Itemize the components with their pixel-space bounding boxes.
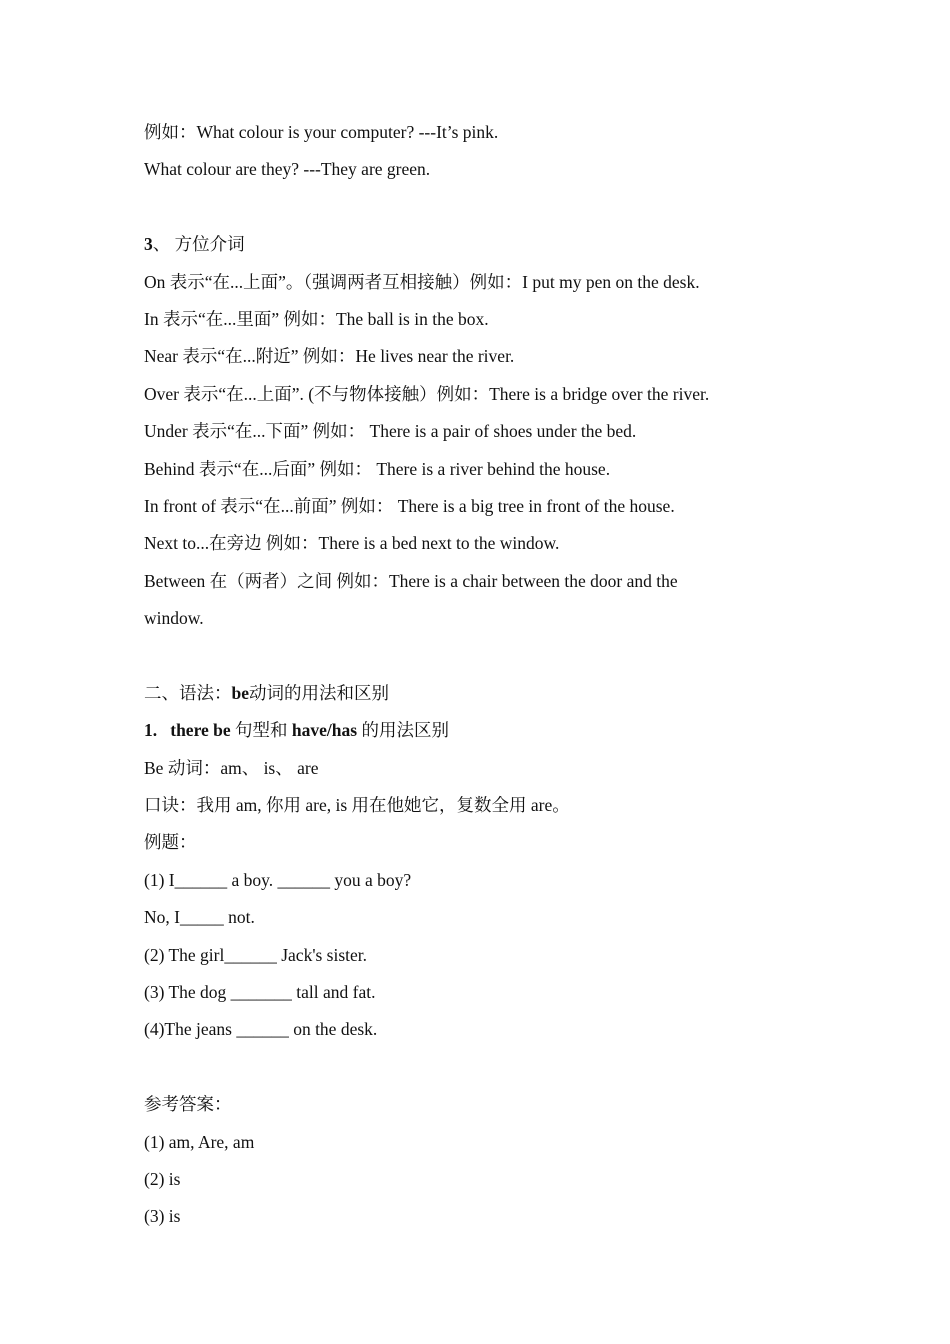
answers-label: 参考答案：	[144, 1094, 232, 1115]
section-3-title: 、 方位介词	[152, 234, 245, 255]
exercise-label: 例题：	[144, 832, 197, 853]
answer-3: (3) is	[144, 1206, 181, 1227]
spacer	[144, 637, 824, 674]
exercise-1-continued: No, I_____ not.	[144, 907, 255, 928]
preposition-under: Under 表示“在...下面” 例如： There is a pair of shoes under the bed.	[144, 421, 637, 442]
grammar-subheading-there-be: there be	[170, 720, 231, 741]
answer-2: (2) is	[144, 1168, 181, 1189]
grammar-subheading-mid: 句型和	[235, 720, 288, 741]
preposition-between-continued: window.	[144, 608, 204, 629]
exercise-4: (4)The jeans ______ on the desk.	[144, 1019, 378, 1040]
be-verbs-line: Be 动词：am、 is、 are	[144, 757, 319, 778]
grammar-heading-prefix: 二、语法：	[144, 682, 232, 703]
preposition-behind: Behind 表示“在...后面” 例如： There is a river behind the house.	[144, 458, 611, 479]
preposition-in-front-of: In front of 表示“在...前面” 例如： There is a big tree in front of the house.	[144, 495, 675, 516]
preposition-next-to: Next to...在旁边 例如：There is a bed next to the window.	[144, 533, 560, 554]
mnemonic-line: 口诀：我用 am, 你用 are, is 用在他她它，复数全用 are。	[144, 795, 570, 816]
grammar-heading-be: be	[231, 682, 249, 703]
example-colour-line-1: 例如：What colour is your computer? ---It’s pink.	[144, 122, 499, 142]
preposition-over: Over 表示“在...上面”. (不与物体接触）例如：There is a bridge over the river.	[144, 383, 710, 404]
grammar-heading-suffix: 动词的用法和区别	[249, 682, 389, 703]
exercise-3: (3) The dog _______ tall and fat.	[144, 981, 376, 1002]
exercise-2: (2) The girl______ Jack's sister.	[144, 944, 368, 965]
spacer	[144, 189, 824, 226]
example-colour-line-2: What colour are they? ---They are green.	[144, 159, 431, 180]
exercise-1: (1) I______ a boy. ______ you a boy?	[144, 869, 412, 890]
grammar-subheading-have-has: have/has	[291, 720, 358, 741]
preposition-between: Between 在（两者）之间 例如：There is a chair between the door and the	[144, 570, 678, 591]
document-page	[144, 114, 824, 1236]
grammar-heading	[144, 675, 824, 712]
spacer	[144, 1049, 824, 1086]
grammar-subheading-suffix: 的用法区别	[361, 720, 449, 741]
preposition-in: In 表示“在...里面” 例如：The ball is in the box.	[144, 308, 489, 329]
section-3-number: 3	[144, 234, 153, 255]
grammar-subheading	[144, 712, 824, 749]
answer-1: (1) am, Are, am	[144, 1131, 255, 1152]
preposition-on: On 表示“在...上面”。（强调两者互相接触）例如：I put my pen on the desk.	[144, 271, 700, 292]
section-3-heading	[144, 226, 824, 263]
grammar-subheading-number: 1.	[144, 720, 158, 741]
preposition-near: Near 表示“在...附近” 例如：He lives near the river.	[144, 346, 515, 367]
